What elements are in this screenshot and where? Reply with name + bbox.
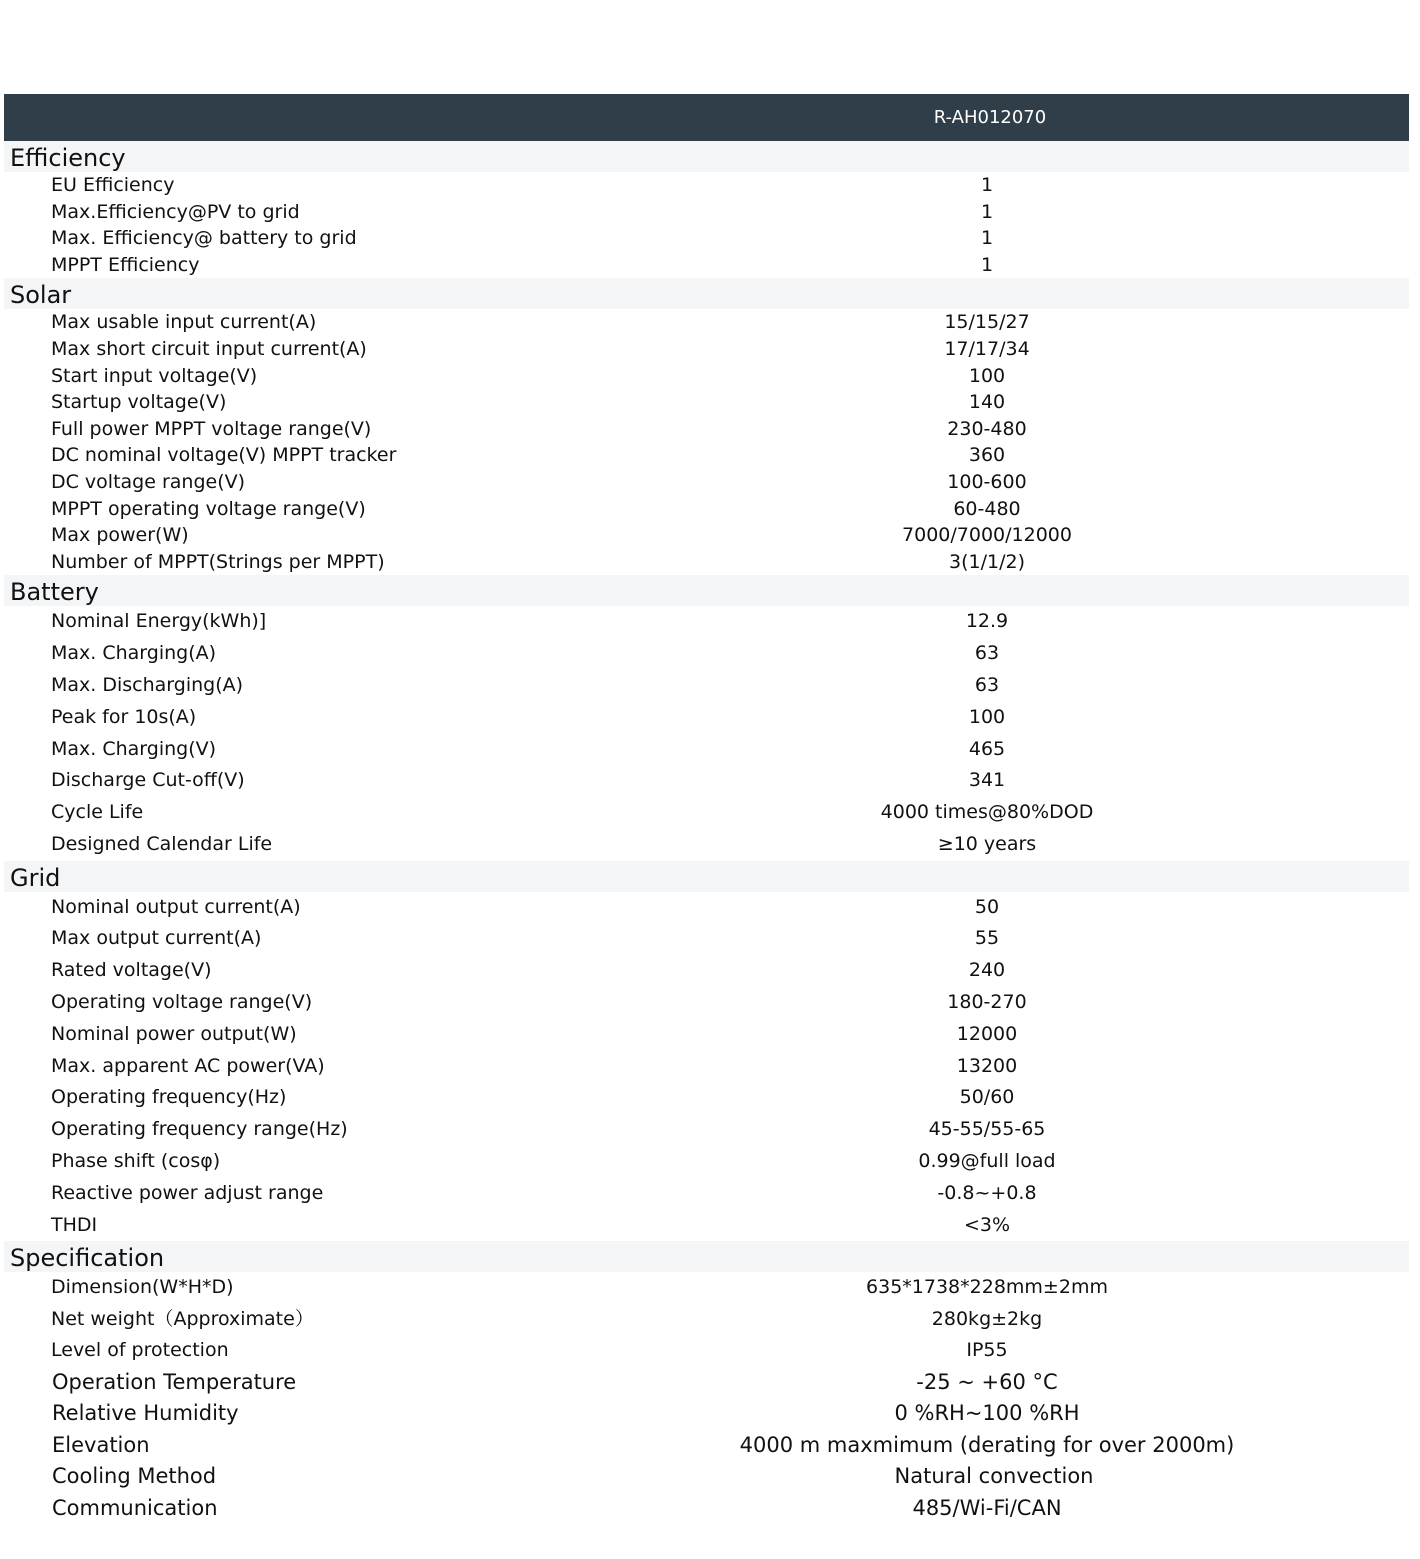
row-label: Reactive power adjust range	[51, 1181, 324, 1204]
table-row	[4, 496, 1409, 523]
table-row	[4, 670, 1409, 702]
row-value: 485/Wi-Fi/CAN	[912, 1495, 1062, 1520]
table-row	[4, 1335, 1409, 1367]
row-label: Elevation	[52, 1432, 150, 1457]
row-value: 15/15/27	[944, 311, 1030, 334]
row-label: EU Efficiency	[51, 174, 175, 196]
table-row	[4, 1082, 1409, 1114]
section-solar	[4, 278, 1409, 575]
row-value: 465	[968, 737, 1006, 760]
row-value: 0.99@full load	[918, 1150, 1056, 1173]
row-value: 240	[968, 959, 1006, 982]
table-row	[4, 389, 1409, 416]
table-row	[4, 765, 1409, 797]
table-row	[4, 1178, 1409, 1210]
row-value: 1	[980, 227, 994, 250]
row-value: 1	[980, 200, 994, 223]
row-label: Max. Efficiency@ battery to grid	[51, 227, 357, 250]
row-label: Full power MPPT voltage range(V)	[51, 417, 372, 440]
table-row	[4, 1272, 1409, 1304]
row-label: Max power(W)	[51, 524, 189, 547]
row-label: Nominal Energy(kWh)]	[51, 610, 267, 633]
table-row	[4, 1367, 1409, 1399]
row-value: 50	[974, 895, 1000, 918]
row-label: Max usable input current(A)	[51, 311, 317, 334]
table-row	[4, 252, 1409, 279]
table-row	[4, 442, 1409, 469]
spec-table	[4, 94, 1409, 1524]
table-row	[4, 549, 1409, 576]
row-label: Net weight（Approximate）	[51, 1307, 314, 1330]
table-row	[4, 1019, 1409, 1051]
row-label: MPPT Efficiency	[51, 253, 200, 276]
table-row	[4, 1430, 1409, 1462]
row-label: Dimension(W*H*D)	[51, 1276, 234, 1299]
row-label: Discharge Cut-off(V)	[51, 769, 245, 792]
table-row	[4, 734, 1409, 766]
row-label: Operating frequency range(Hz)	[51, 1118, 348, 1141]
table-row	[4, 469, 1409, 496]
row-label: Operating frequency(Hz)	[51, 1086, 287, 1109]
section-efficiency	[4, 141, 1409, 278]
row-value: 100	[968, 364, 1006, 387]
table-row	[4, 955, 1409, 987]
row-value: 50/60	[959, 1086, 1015, 1109]
table-row	[4, 1051, 1409, 1083]
table-row	[4, 1304, 1409, 1336]
table-row	[4, 309, 1409, 336]
row-value: 13200	[956, 1054, 1018, 1077]
row-label: DC nominal voltage(V) MPPT tracker	[51, 444, 397, 467]
row-label: Max.Efficiency@PV to grid	[51, 200, 300, 223]
section-title: Battery	[4, 575, 1409, 606]
table-row	[4, 1146, 1409, 1178]
row-label: Max. Charging(A)	[51, 642, 217, 665]
table-row	[4, 829, 1409, 861]
row-value: <3%	[963, 1213, 1011, 1236]
table-row	[4, 416, 1409, 443]
table-row	[4, 225, 1409, 252]
table-header	[4, 94, 1409, 141]
table-row	[4, 199, 1409, 226]
table-row	[4, 363, 1409, 390]
row-value: 280kg±2kg	[931, 1307, 1043, 1330]
row-value: 100	[968, 705, 1006, 728]
row-label: Max short circuit input current(A)	[51, 337, 367, 360]
table-row	[4, 923, 1409, 955]
row-label: Designed Calendar Life	[51, 832, 273, 855]
section-title: Specification	[4, 1241, 1409, 1272]
row-value: 12.9	[965, 610, 1009, 633]
row-value: 635*1738*228mm±2mm	[866, 1276, 1108, 1299]
table-row	[4, 702, 1409, 734]
row-value: 0 %RH~100 %RH	[894, 1401, 1080, 1426]
row-value: 1	[980, 253, 994, 276]
row-value: 4000 m maxmimum (derating for over 2000m)	[739, 1432, 1235, 1457]
row-label: Max. Discharging(A)	[51, 673, 244, 696]
table-row	[4, 987, 1409, 1019]
row-label: Peak for 10s(A)	[51, 705, 197, 728]
row-value: 180-270	[947, 991, 1027, 1014]
row-label: Number of MPPT(Strings per MPPT)	[51, 550, 385, 573]
row-value: 60-480	[953, 497, 1021, 520]
table-row	[4, 522, 1409, 549]
row-label: Operating voltage range(V)	[51, 991, 313, 1014]
row-value: 140	[968, 391, 1006, 414]
table-row	[4, 336, 1409, 363]
table-row	[4, 1398, 1409, 1430]
table-row	[4, 606, 1409, 638]
row-label: Phase shift (cosφ)	[51, 1150, 221, 1173]
table-row	[4, 172, 1409, 199]
row-value: 63	[974, 642, 1000, 665]
section-grid	[4, 861, 1409, 1242]
row-label: Rated voltage(V)	[51, 959, 212, 982]
section-battery	[4, 575, 1409, 860]
row-label: Startup voltage(V)	[51, 391, 227, 414]
table-row	[4, 1461, 1409, 1493]
row-label: Relative Humidity	[52, 1401, 239, 1426]
row-value: 12000	[956, 1022, 1018, 1045]
row-value: 45-55/55-65	[928, 1118, 1046, 1141]
row-label: Cooling Method	[52, 1464, 217, 1489]
section-title: Solar	[4, 278, 1409, 309]
row-value: 230-480	[947, 417, 1027, 440]
row-value: 55	[974, 927, 1000, 950]
row-value: 1	[980, 174, 994, 196]
table-row	[4, 1114, 1409, 1146]
table-row	[4, 638, 1409, 670]
row-value: 4000 times@80%DOD	[880, 801, 1094, 824]
row-value: 100-600	[947, 470, 1027, 493]
row-value: 63	[974, 673, 1000, 696]
section-title: Grid	[4, 861, 1409, 892]
row-label: Nominal power output(W)	[51, 1022, 297, 1045]
row-label: Start input voltage(V)	[51, 364, 258, 387]
table-row	[4, 1493, 1409, 1525]
row-value: 3(1/1/2)	[949, 550, 1025, 573]
row-label: Max output current(A)	[51, 927, 262, 950]
row-label: Nominal output current(A)	[51, 895, 301, 918]
row-value: 341	[968, 769, 1006, 792]
section-title: Efficiency	[4, 141, 1409, 172]
row-label: Cycle Life	[51, 801, 144, 824]
row-label: Max. Charging(V)	[51, 737, 217, 760]
row-label: Max. apparent AC power(VA)	[51, 1054, 325, 1077]
row-value: 7000/7000/12000	[902, 524, 1072, 547]
row-label: Communication	[52, 1495, 218, 1520]
model-name: R-AH012070	[933, 107, 1047, 128]
row-label: DC voltage range(V)	[51, 470, 246, 493]
row-value: 360	[968, 444, 1006, 467]
row-label: THDI	[51, 1213, 98, 1236]
row-label: MPPT operating voltage range(V)	[51, 497, 366, 520]
row-value: 17/17/34	[944, 337, 1030, 360]
row-value: IP55	[966, 1339, 1008, 1362]
section-specification	[4, 1241, 1409, 1524]
row-value: Natural convection	[894, 1464, 1094, 1489]
table-row	[4, 797, 1409, 829]
row-value: -25 ~ +60 °C	[916, 1369, 1058, 1394]
table-row	[4, 1210, 1409, 1242]
row-label: Level of protection	[51, 1339, 229, 1362]
row-value: -0.8~+0.8	[937, 1181, 1037, 1204]
table-row	[4, 892, 1409, 924]
row-label: Operation Temperature	[52, 1369, 297, 1394]
row-value: ≥10 years	[937, 832, 1037, 855]
